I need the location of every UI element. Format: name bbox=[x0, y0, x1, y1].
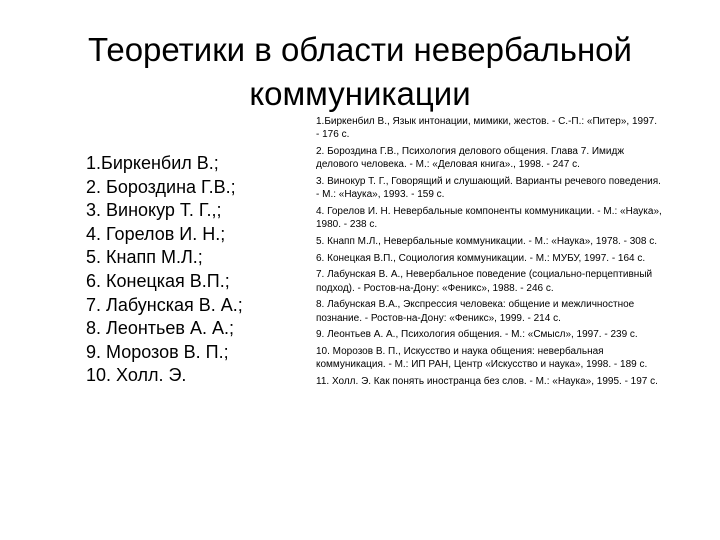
author-item: 6. Конецкая В.П.; bbox=[86, 270, 230, 291]
slide-title-line-2: коммуникации bbox=[249, 75, 471, 112]
reference-item: 9. Леонтьев А. А., Психология общения. - М.: «Смысл», 1997. - 239 с. bbox=[316, 329, 638, 341]
reference-item: 5. Кнапп М.Л., Невербальные коммуникации. - М.: «Наука», 1978. - 308 с. bbox=[316, 236, 657, 247]
reference-item: 3. Винокур Т. Г., Говорящий и слушающий. Варианты речевого поведения. - М.: «Наука», 1993. - 159 с. bbox=[316, 176, 661, 201]
references-list bbox=[316, 115, 662, 391]
reference-item: 6. Конецкая В.П., Социология коммуникации. - М.: МУБУ, 1997. - 164 с. bbox=[316, 252, 646, 264]
reference-item: 11. Холл. Э. Как понять иностранца без слов. - М.: «Наука», 1995. - 197 с. bbox=[316, 375, 658, 387]
author-item: 5. Кнапп М.Л.; bbox=[86, 247, 203, 268]
author-item: 9. Морозов В. П.; bbox=[86, 341, 229, 362]
reference-item: 1.Биркенбил В., Язык интонации, мимики, жестов. - С.-П.: «Питер», 1997. - 176 с. bbox=[316, 116, 657, 141]
reference-item: 8. Лабунская В.А., Экспрессия человека: общение и межличностное познание. - Ростов-на-Дону: «Феникс», 1999. - 214 с. bbox=[316, 299, 635, 324]
author-item: 10. Холл. Э. bbox=[86, 365, 187, 386]
authors-list bbox=[86, 152, 286, 388]
author-item: 1.Биркенбил В.; bbox=[86, 153, 219, 173]
reference-item: 4. Горелов И. Н. Невербальные компоненты коммуникации. - М.: «Наука», 1980. - 238 с. bbox=[316, 206, 662, 231]
author-item: 3. Винокур Т. Г.,; bbox=[86, 200, 222, 221]
reference-item: 10. Морозов В. П., Искусство и наука общения: невербальная коммуникация. - М.: ИП РАН, Центр «Искусство и наука», 1998. - 189 с. bbox=[316, 345, 648, 371]
reference-item: 7. Лабунская В. А., Невербальное поведение (социально-перцептивный подход). - Ростов-на-Дону: «Феникс», 1988. - 246 с. bbox=[316, 269, 653, 294]
reference-item: 2. Бороздина Г.В., Психология делового общения. Глава 7. Имидж делового человека. - М.: «Деловая книга»., 1998. - 247 с. bbox=[316, 146, 625, 171]
slide-title bbox=[20, 28, 700, 116]
slide-title-line-1: Теоретики в области невербальной bbox=[88, 31, 632, 68]
author-item: 8. Леонтьев А. А.; bbox=[86, 318, 234, 339]
author-item: 2. Бороздина Г.В.; bbox=[86, 176, 236, 197]
author-item: 7. Лабунская В. А.; bbox=[86, 294, 243, 315]
author-item: 4. Горелов И. Н.; bbox=[86, 223, 226, 244]
